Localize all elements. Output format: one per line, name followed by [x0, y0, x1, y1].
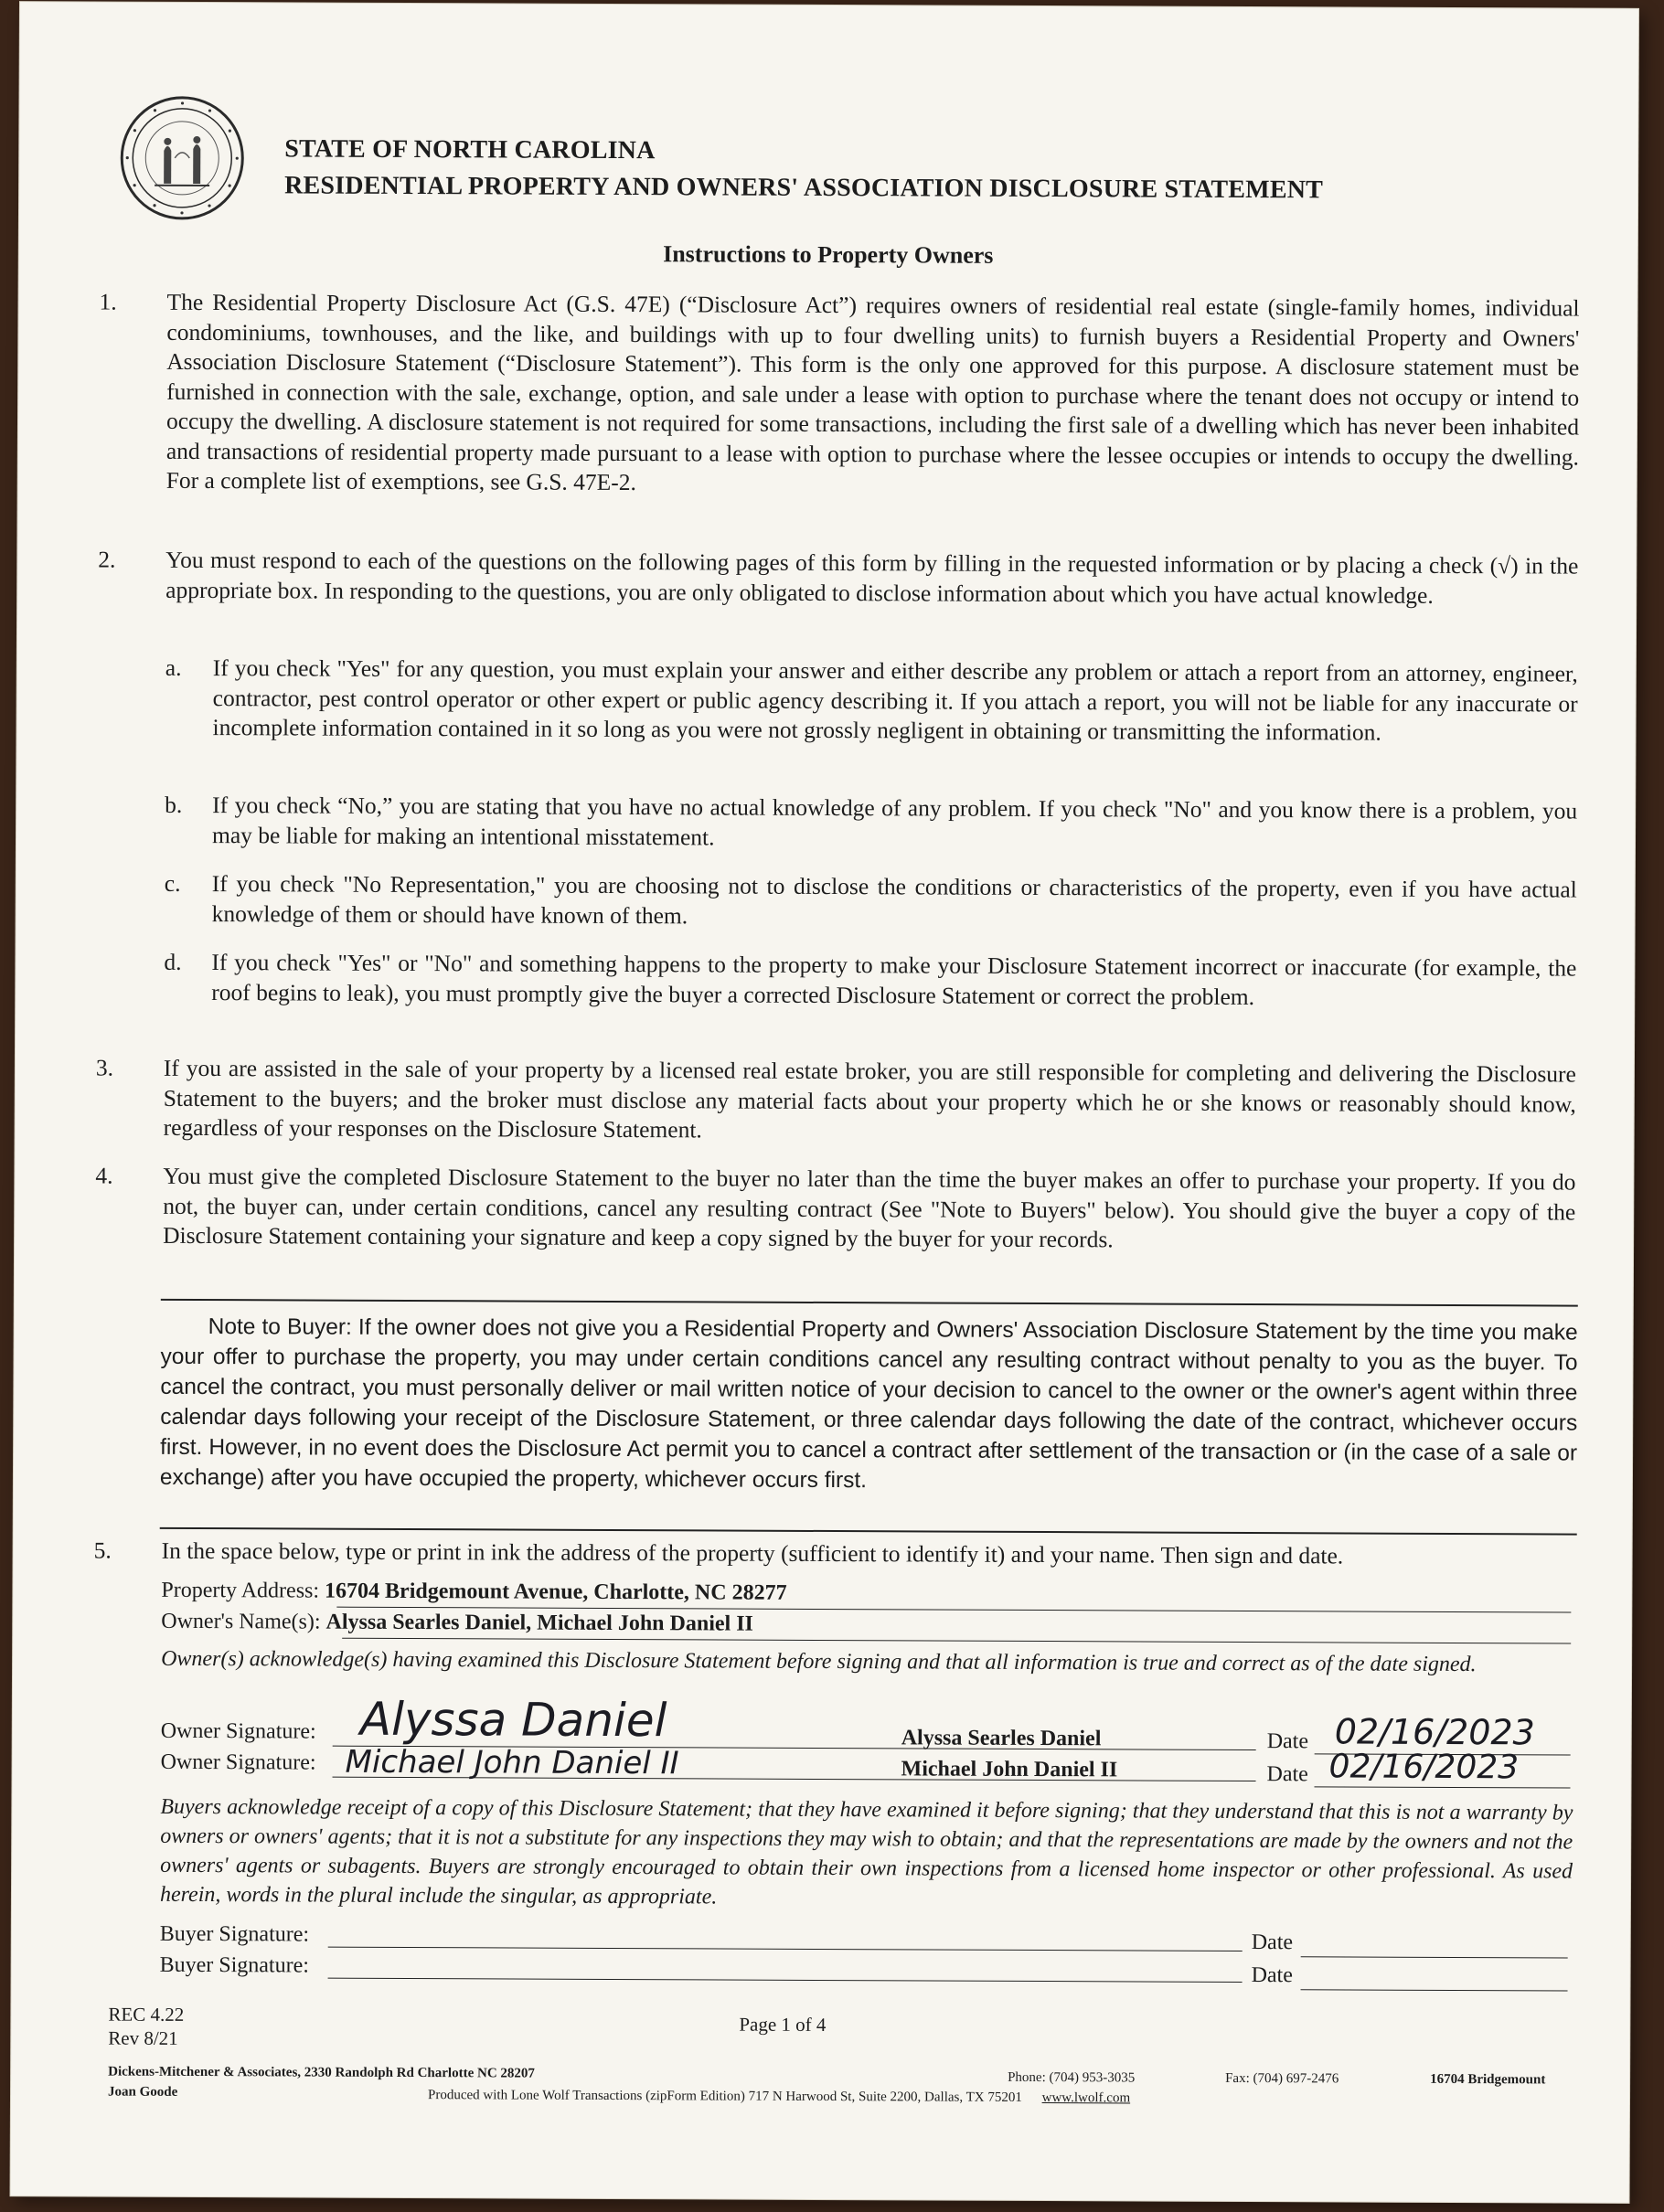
date-line [1314, 1786, 1570, 1788]
page-number: Page 1 of 4 [739, 2013, 827, 2037]
owner2-signature[interactable]: Michael John Daniel II [345, 1743, 679, 1782]
date-line[interactable] [1301, 1989, 1568, 1991]
instruction-item-4: You must give the completed Disclosure Statement to the buyer no later than the time the buyer makes an offer to purchase your property. If you do not, the buyer can, under certain conditions, cancel any resulting contract (See "Note to Buyers" below). You should give the buyer a copy of the Disclosure Statement containing your signature and keep a copy signed by the buyer for your records. [163, 1162, 1576, 1253]
item-number: 3. [95, 1054, 114, 1081]
owner1-date[interactable]: 02/16/2023 [1334, 1711, 1535, 1753]
buyer-signature-line[interactable] [328, 1947, 1243, 1951]
date-label: Date [1266, 1729, 1309, 1754]
instruction-item-1: The Residential Property Disclosure Act (G.S. 47E) (“Disclosure Act”) requires owners of residential real estate (single-family homes, individual condominiums, townhouses, and the like, and buildings with up to four dwelling units) to furnish buyers a Residential Property and Owners' Association Disclosure Statement (“Disclosure Statement”). This form is the only one approved for this purpose. A disclosure statement must be furnished in connection with the sale, exchange, option, and sale under a lease with option to purchase where the tenant does not occupy or intend to occupy the dwelling. A disclosure statement is not required for some transactions, including the first sale of a dwelling which has never been inhabited and transactions of residential property made pursuant to a lease with option to purchase where the lessee occupies or intends to occupy the dwelling. For a complete list of exemptions, see G.S. 47E-2. [165, 288, 1580, 496]
date-label: Date [1251, 1963, 1293, 1988]
item-number: 1. [99, 288, 117, 315]
owner2-printed-name: Michael John Daniel II [901, 1757, 1118, 1782]
subitem-letter: b. [165, 791, 183, 818]
produced-by-text: Produced with Lone Wolf Transactions (zipForm Edition) 717 N Harwood St, Suite 2200, Dallas, TX 75201 [427, 2088, 1022, 2105]
property-address-label: Property Address: [161, 1578, 320, 1603]
owners-underline [342, 1638, 1571, 1644]
form-code: REC 4.22 [108, 2003, 185, 2026]
item-number: 5. [93, 1537, 112, 1564]
owner2-date[interactable]: 02/16/2023 [1328, 1748, 1520, 1787]
owners-name-row [161, 1608, 753, 1638]
owner1-signature[interactable]: Alyssa Daniel [359, 1692, 667, 1748]
note-top-rule [161, 1299, 1578, 1307]
buyer-acknowledgement: Buyers acknowledge receipt of a copy of this Disclosure Statement; that they have examined it before signing; that they understand that this is not a warranty by owners or owners' agents; that it is not a substitute for any inspections they may wish to obtain; and that the representations are made by the owners and not the owners' agents or subagents. Buyers are strongly encouraged to obtain their own inspections from a licensed home inspector or other professional. As used herein, words in the plural include the singular, as appropriate. [159, 1794, 1573, 1909]
owner-signature-label: Owner Signature: [160, 1718, 316, 1744]
agency-info: Dickens-Mitchener & Associates, 2330 Randolph Rd Charlotte NC 28207 [108, 2064, 535, 2081]
owner-signature-label: Owner Signature: [160, 1749, 316, 1775]
disclosure-page [11, 2, 1638, 2203]
state-title: STATE OF NORTH CAROLINA [284, 134, 656, 165]
instruction-item-3: If you are assisted in the sale of your property by a licensed real estate broker, you are still responsible for completing and delivering the Disclosure Statement to the buyers; and the broker must disclose any material facts about your property which he or she knows or reasonably should know, regardless of your responses on the Disclosure Statement. [163, 1054, 1576, 1143]
owners-name-value[interactable]: Alyssa Searles Daniel, Michael John Daniel II [325, 1610, 753, 1636]
date-label: Date [1266, 1762, 1308, 1787]
produced-by [428, 2088, 1130, 2106]
buyer-signature-line[interactable] [328, 1978, 1243, 1983]
file-name: 16704 Bridgemount [1430, 2071, 1546, 2088]
form-header [284, 131, 1323, 208]
owner1-printed-name: Alyssa Searles Daniel [901, 1726, 1102, 1751]
date-label: Date [1251, 1930, 1294, 1955]
note-to-buyer-text: Note to Buyer: If the owner does not give you a Residential Property and Owners' Association Disclosure Statement by the time you make your offer to purchase the property, you may under certain conditions cancel any resulting contract without penalty to you as the buyer. To cancel the contract, you must personally deliver or mail written notice of your decision to cancel to the owner or the owner's agent within three calendar days following your receipt of the Disclosure Statement, or three calendar days following the date of the contract, whichever occurs first. However, in no event does the Disclosure Act permit you to cancel a contract after settlement of the transaction or (in the case of a sale or exchange) after you have occupied the property, whichever occurs first. [159, 1314, 1578, 1494]
owner-acknowledgement: Owner(s) acknowledge(s) having examined this Disclosure Statement before signing and that all information is true and correct as of the date signed. [161, 1646, 1477, 1677]
nc-seal-icon [118, 94, 247, 223]
item-number: 2. [98, 546, 116, 573]
instruction-subitem-c: If you check "No Representation," you are choosing not to disclose the conditions or characteristics of the property, even if you have actual knowledge of them or should have known of them. [211, 870, 1577, 929]
note-to-buyer [160, 1312, 1578, 1499]
property-address-value[interactable]: 16704 Bridgemount Avenue, Charlotte, NC 28277 [325, 1579, 787, 1605]
form-title: RESIDENTIAL PROPERTY AND OWNERS' ASSOCIATION DISCLOSURE STATEMENT [284, 171, 1324, 205]
agency-fax: Fax: (704) 697-2476 [1225, 2070, 1339, 2087]
instruction-item-2: You must respond to each of the questions on the following pages of this form by filling in the requested information or by placing a check (√) in the appropriate box. In responding to the questions, you are only obligated to disclose information about which you have actual knowledge. [165, 546, 1579, 609]
subitem-letter: c. [164, 869, 181, 897]
instructions-title: Instructions to Property Owners [663, 240, 994, 269]
agency-phone: Phone: (704) 953-3035 [1008, 2069, 1136, 2086]
date-line[interactable] [1301, 1956, 1568, 1958]
instruction-subitem-a: If you check "Yes" for any question, you must explain your answer and either describe any problem or attach a report from an attorney, engineer, contractor, pest control operator or other expert or public agency describing it. If you attach a report, you will not be liable for any inaccurate or incomplete information contained in it so long as you were not grossly negligent in obtaining or transmitting the information. [212, 654, 1578, 746]
lwolf-link[interactable]: www.lwolf.com [1041, 2090, 1131, 2106]
instruction-subitem-d: If you check "Yes" or "No" and something happens to the property to make your Disclosure Statement incorrect or inaccurate (for example, the roof begins to leak), you must promptly give the buyer a corrected Disclosure Statement or correct the problem. [211, 949, 1577, 1010]
owners-name-label: Owner's Name(s): [161, 1609, 321, 1634]
agent-name: Joan Goode [107, 2084, 178, 2100]
buyer-signature-label: Buyer Signature: [159, 1952, 310, 1978]
buyer-signature-label: Buyer Signature: [159, 1921, 310, 1947]
subitem-letter: d. [164, 948, 182, 975]
note-bottom-rule [160, 1527, 1577, 1536]
property-address-row [161, 1577, 786, 1607]
form-revision: Rev 8/21 [108, 2026, 178, 2049]
subitem-letter: a. [165, 654, 182, 681]
instruction-subitem-b: If you check “No,” you are stating that you have no actual knowledge of any problem. If you check "No" and you know there is a problem, you may be liable for making an intentional misstatement. [211, 792, 1578, 850]
item-number: 4. [95, 1162, 113, 1189]
instruction-item-5: In the space below, type or print in ink the address of the property (sufficient to identify it) and your name. Then sign and date. [161, 1537, 1344, 1569]
